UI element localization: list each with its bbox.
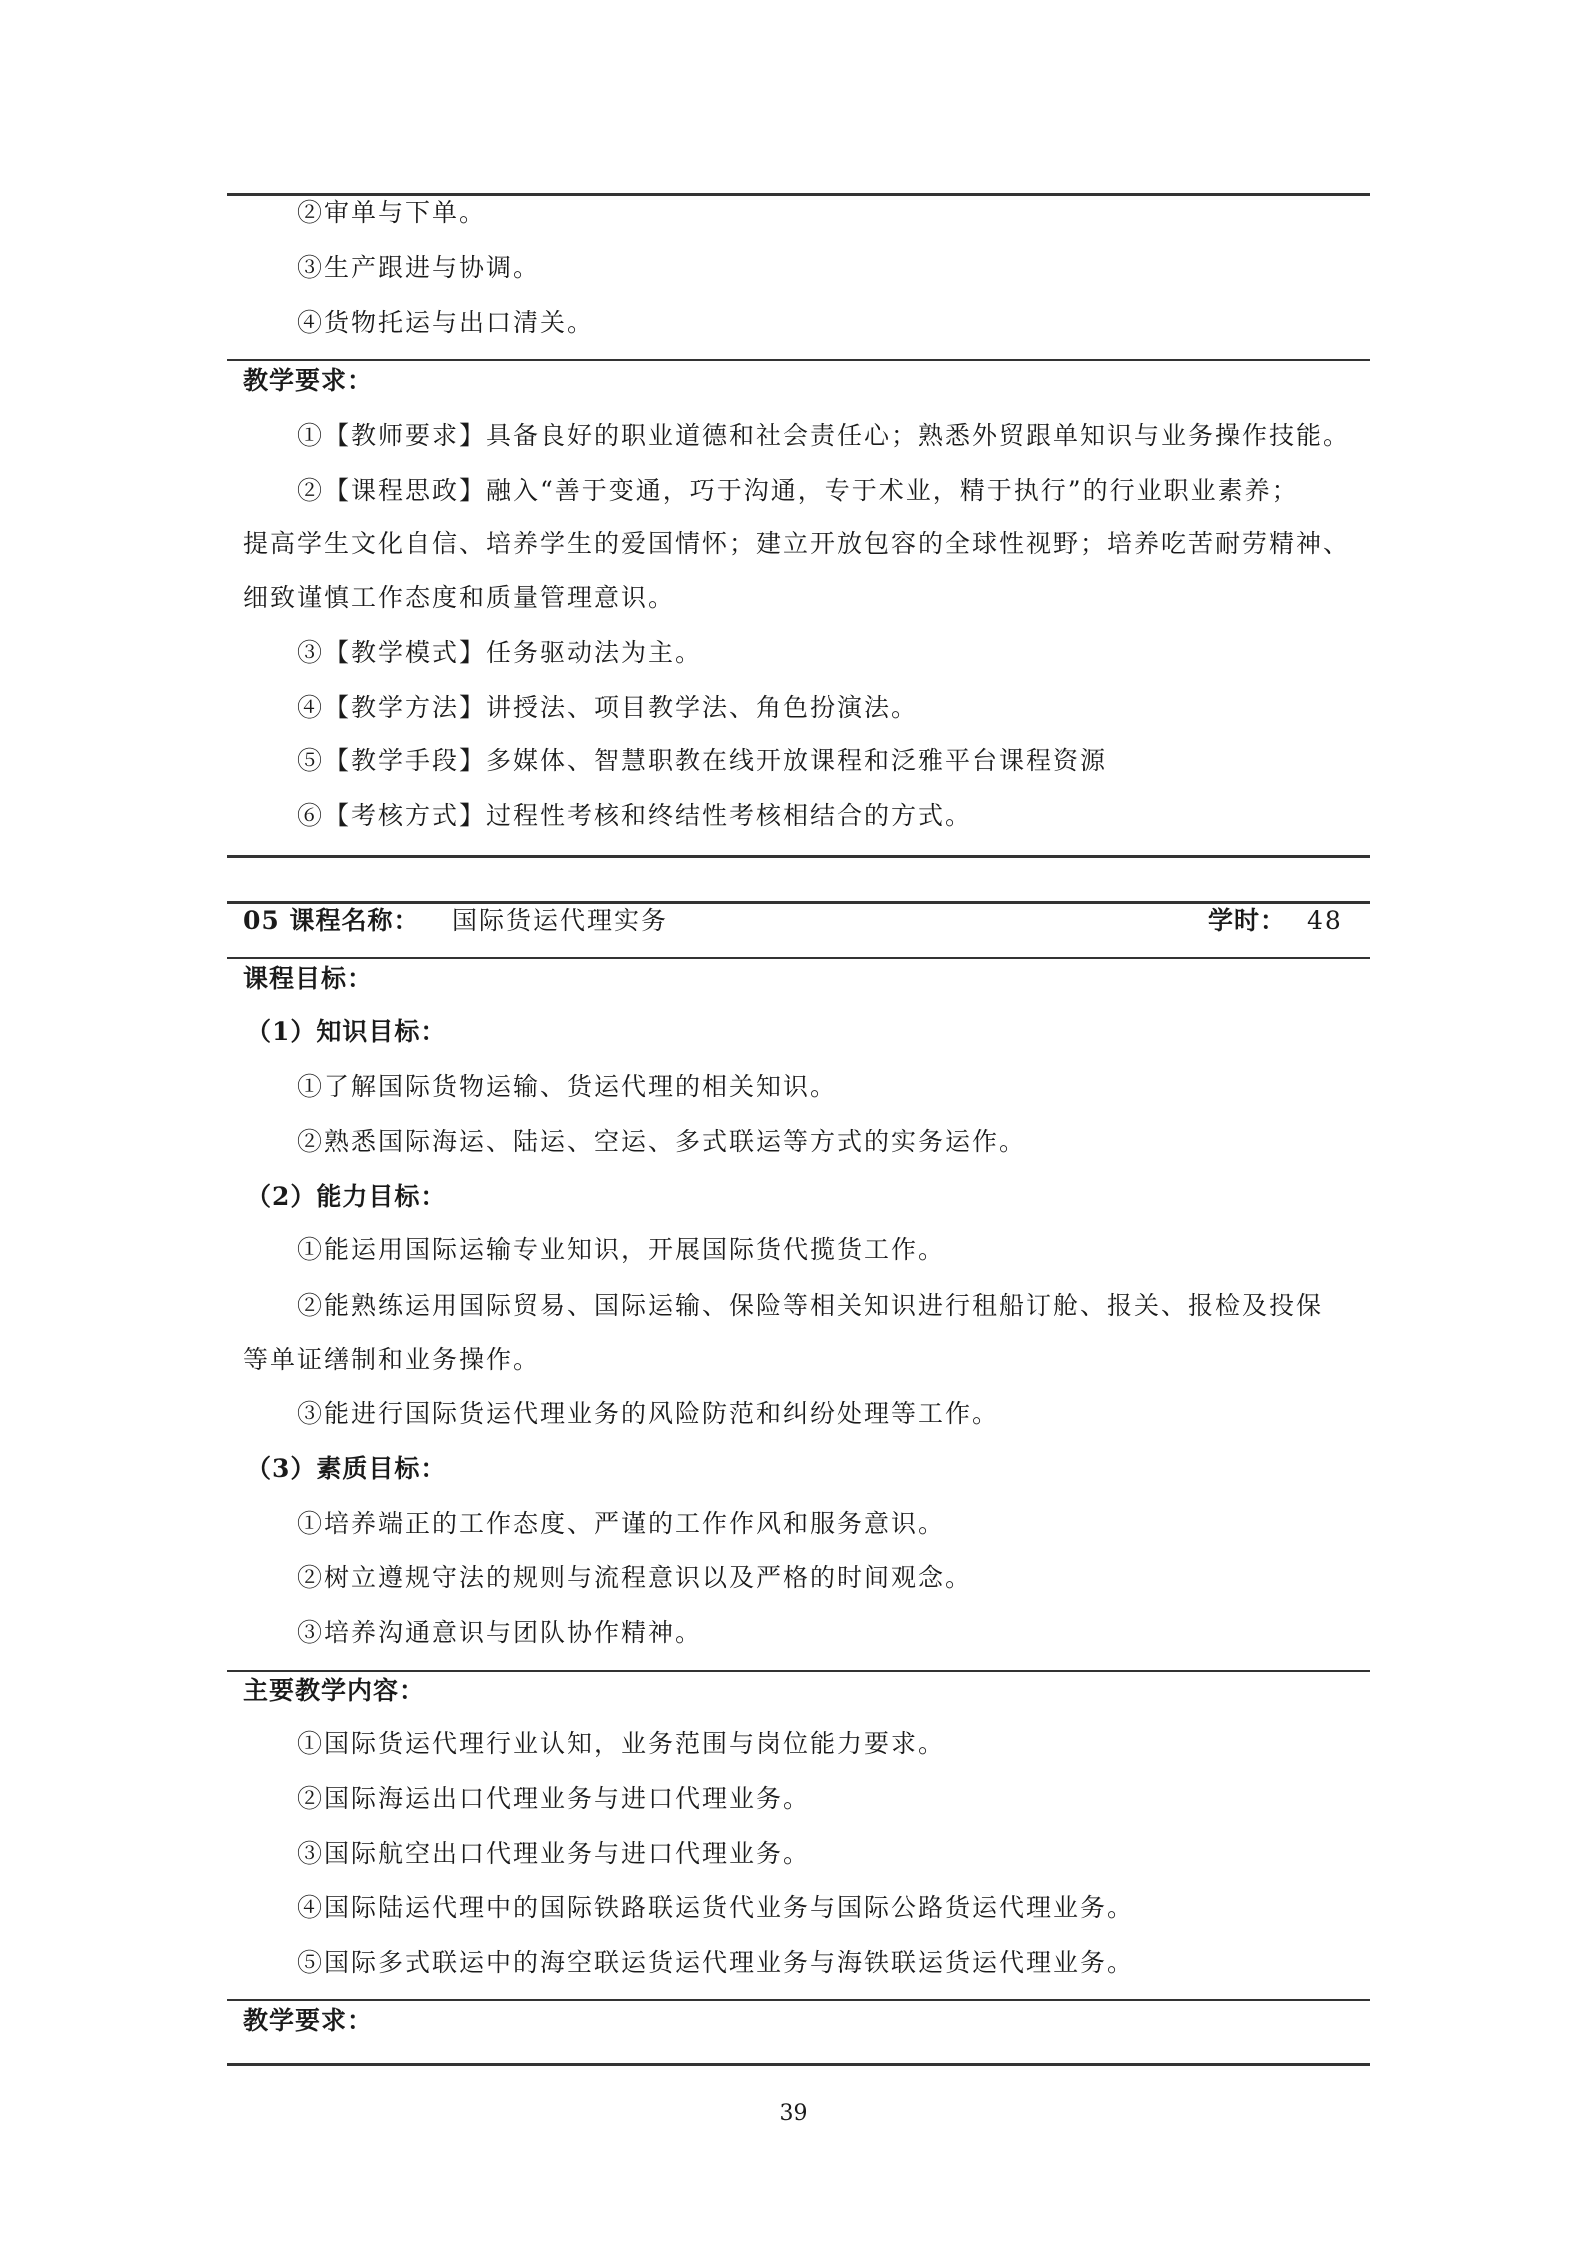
course-name-label: 05 课程名称： — [243, 906, 420, 935]
requirement-item: ③【教学模式】任务驱动法为主。 — [297, 638, 703, 667]
section-divider — [227, 359, 1370, 361]
content-item: ②审单与下单。 — [297, 198, 487, 227]
requirement-item-continued: 细致谨慎工作态度和质量管理意识。 — [243, 583, 676, 612]
course-hours-value: 48 — [1307, 906, 1343, 935]
content-item: ④国际陆运代理中的国际铁路联运货代业务与国际公路货运代理业务。 — [297, 1893, 1135, 1922]
requirement-item-continued: 提高学生文化自信、培养学生的爱国情怀；建立开放包容的全球性视野；培养吃苦耐劳精神、 — [243, 529, 1351, 558]
ability-item: ①能运用国际运输专业知识，开展国际货代揽货工作。 — [297, 1235, 946, 1264]
content-item: ③生产跟进与协调。 — [297, 253, 541, 282]
requirement-item: ⑥【考核方式】过程性考核和终结性考核相结合的方式。 — [297, 801, 973, 830]
knowledge-item: ①了解国际货物运输、货运代理的相关知识。 — [297, 1072, 838, 1101]
section-bottom-rule — [227, 2063, 1370, 2066]
quality-item: ②树立遵规守法的规则与流程意识以及严格的时间观念。 — [297, 1563, 973, 1592]
content-item: ②国际海运出口代理业务与进口代理业务。 — [297, 1784, 811, 1813]
course-hours-label: 学时： — [1208, 906, 1287, 935]
ability-item-continued: 等单证缮制和业务操作。 — [243, 1345, 541, 1374]
content-item: ③国际航空出口代理业务与进口代理业务。 — [297, 1839, 811, 1868]
requirement-item: ①【教师要求】具备良好的职业道德和社会责任心；熟悉外贸跟单知识与业务操作技能。 — [297, 421, 1351, 450]
section-divider — [227, 1670, 1370, 1672]
knowledge-item: ②熟悉国际海运、陆运、空运、多式联运等方式的实务运作。 — [297, 1127, 1027, 1156]
requirement-item: ⑤【教学手段】多媒体、智慧职教在线开放课程和泛雅平台课程资源 — [297, 746, 1108, 775]
section-bottom-rule — [227, 855, 1370, 858]
quality-heading: （3）素质目标： — [246, 1454, 447, 1483]
knowledge-heading: （1）知识目标： — [246, 1017, 447, 1046]
requirements-heading: 教学要求： — [243, 366, 374, 395]
section-divider — [227, 1999, 1370, 2001]
requirement-item: ②【课程思政】融入“善于变通，巧于沟通，专于术业，精于执行”的行业职业素养； — [297, 476, 1299, 505]
ability-heading: （2）能力目标： — [246, 1182, 447, 1211]
content-item: ④货物托运与出口清关。 — [297, 308, 595, 337]
goals-heading: 课程目标： — [243, 964, 374, 993]
content-item: ①国际货运代理行业认知，业务范围与岗位能力要求。 — [297, 1729, 946, 1758]
ability-item: ②能熟练运用国际贸易、国际运输、保险等相关知识进行租船订舱、报关、报检及投保 — [297, 1291, 1324, 1320]
content-item: ⑤国际多式联运中的海空联运货运代理业务与海铁联运货运代理业务。 — [297, 1948, 1135, 1977]
course-name-value: 国际货运代理实务 — [452, 906, 669, 935]
course-header-divider — [227, 957, 1370, 959]
requirement-item: ④【教学方法】讲授法、项目教学法、角色扮演法。 — [297, 693, 919, 722]
content-heading: 主要教学内容： — [243, 1676, 426, 1705]
ability-item: ③能进行国际货运代理业务的风险防范和纠纷处理等工作。 — [297, 1399, 1000, 1428]
quality-item: ①培养端正的工作态度、严谨的工作作风和服务意识。 — [297, 1509, 946, 1538]
requirements-heading: 教学要求： — [243, 2006, 374, 2035]
quality-item: ③培养沟通意识与团队协作精神。 — [297, 1618, 703, 1647]
page-number: 39 — [779, 2101, 808, 2126]
